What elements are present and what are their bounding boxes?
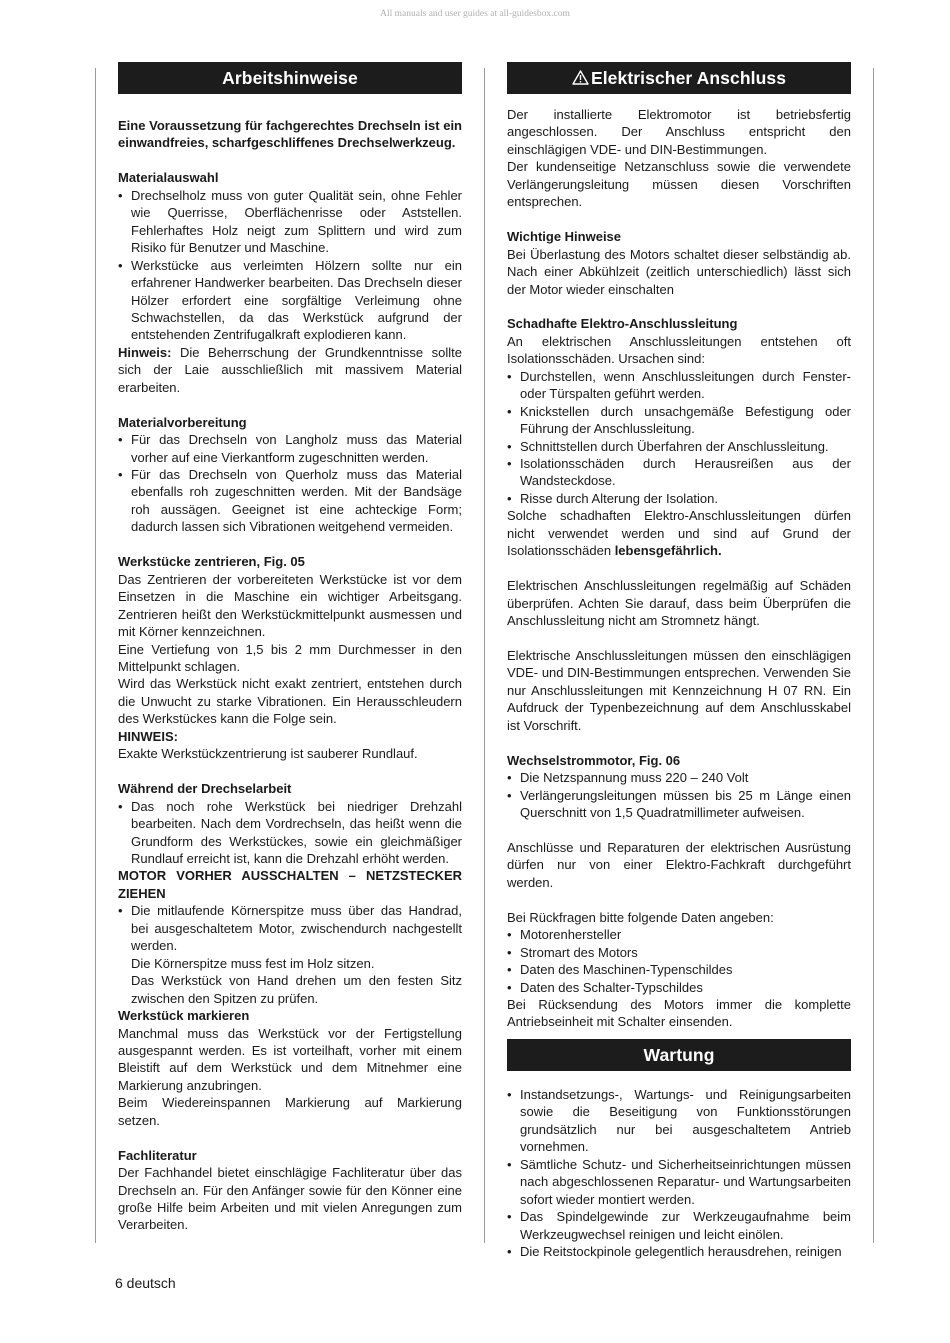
section-materialauswahl — [118, 169, 462, 396]
paragraph: Bei Rücksendung des Motors immer die komplette Antriebseinheit mit Schalter einsenden. — [507, 997, 851, 1030]
heading-elektrischer-anschluss — [507, 62, 851, 94]
list-item: • Daten des Maschinen-Typenschildes — [507, 961, 851, 978]
list-item: • Instandsetzungs-, Wartungs- und Reinigungsarbeiten sowie die Beseitigung von Funktionsstörungen grundsätzlich nur bei ausgeschaltetem Antrieb vornehmen. — [507, 1086, 851, 1156]
bullet-list — [118, 798, 462, 868]
bullet-list — [118, 431, 462, 536]
list-item-text: • Die mitlaufende Körnerspitze muss über das Handrad, bei ausgeschaltetem Motor, zwischendurch nachgestellt werden. — [131, 903, 462, 954]
hinweis-label: Hinweis: — [118, 344, 172, 360]
section-title: Wichtige Hinweise — [507, 229, 622, 245]
section-title: Während der Drechselarbeit — [118, 781, 292, 797]
section-drechselarbeit — [118, 780, 462, 1007]
left-column — [118, 62, 462, 1234]
section-title: Materialauswahl — [118, 170, 219, 186]
section-wichtige-hinweise — [507, 228, 851, 298]
list-item: • Drechselholz muss von guter Qualität sein, ohne Fehler wie Querrisse, Oberflächenrisse oder Aststellen. Fehlerhaftes Holz neigt zum Splittern und wird zum Risiko für Benutzer und Maschine. — [118, 187, 462, 257]
watermark-text: All manuals and user guides at all-guidesbox.com — [380, 9, 570, 19]
list-item: • Daten des Schalter-Typschildes — [507, 979, 851, 996]
paragraph: Elektrischen Anschlussleitungen regelmäßig auf Schäden überprüfen. Achten Sie darauf, dass beim Überprüfen die Anschlussleitung nicht am Stromnetz hängt. — [507, 578, 851, 629]
hinweis-label: HINWEIS: — [118, 728, 178, 744]
section-title: Werkstück markieren — [118, 1008, 250, 1024]
bullet-list — [118, 187, 462, 344]
heading-label: Arbeitshinweise — [222, 68, 358, 88]
list-item: • Schnittstellen durch Überfahren der Anschlussleitung. — [507, 438, 851, 455]
paragraph: Der Fachhandel bietet einschlägige Fachliteratur über das Drechseln an. Für den Anfänger sowie für den Könner eine große Hilfe beim Arbeiten und mit vielen Anregungen zum Verarbeiten. — [118, 1165, 462, 1233]
paragraph — [507, 507, 851, 559]
paragraph: Eine Vertiefung von 1,5 bis 2 mm Durchmesser in den Mittelpunkt schlagen. — [118, 641, 462, 674]
paragraph-text: Solche schadhaften Elektro-Anschlussleitungen dürfen nicht verwendet werden und sind auf Grund der Isolationsschäden — [507, 508, 851, 559]
bullet-list — [507, 368, 851, 508]
paragraph: Der installierte Elektromotor ist betriebsfertig angeschlossen. Der Anschluss entspricht den einschlägigen VDE- und DIN-Bestimmungen. — [507, 107, 851, 157]
list-item: • Knickstellen durch unsachgemäße Befestigung oder Führung der Anschlussleitung. — [507, 403, 851, 438]
heading-label: Wartung — [643, 1044, 715, 1065]
list-item: • Sämtliche Schutz- und Sicherheitseinrichtungen müssen nach abgeschlossenen Reparatur- und Wartungsarbeiten sofort wieder montiert werden. — [507, 1156, 851, 1208]
warning-triangle-icon — [572, 62, 589, 94]
section-wechselstrommotor — [507, 752, 851, 1031]
paragraph: An elektrischen Anschlussleitungen entstehen oft Isolationsschäden. Ursachen sind: — [507, 333, 851, 367]
bullet-list — [507, 926, 851, 996]
list-item — [118, 902, 462, 1007]
paragraph: Beim Wiedereinspannen Markierung auf Markierung setzen. — [118, 1095, 462, 1128]
emphasis-text: lebensgefährlich. — [614, 543, 722, 559]
bullet-list — [507, 769, 851, 821]
section-schadhafte-leitung — [507, 315, 851, 734]
section-title: Materialvorbereitung — [118, 414, 247, 430]
section-title: Schadhafte Elektro-Anschlussleitung — [507, 316, 738, 332]
list-item: • Das noch rohe Werkstück bei niedriger Drehzahl bearbeiten. Nach dem Vordrechseln, das heißt wenn die Grundform des Werkstückes, sowie ein gleichmäßiger Rundlauf erreicht ist, kann die Drehzahl erhöht werden. — [118, 798, 462, 868]
section-markieren — [118, 1007, 462, 1129]
page-number: 6 deutsch — [115, 1275, 176, 1291]
paragraph: Bei Rückfragen bitte folgende Daten angeben: — [507, 909, 774, 925]
list-item: • Werkstücke aus verleimten Hölzern sollte nur ein erfahrener Handwerker bearbeiten. Das Drechseln dieser Hölzer erfordert eine sorgfältige Verleimung ohne Schwachstellen, da das Werkstück aufgrund der entstehenden Zentrifugalkraft explodieren kann. — [118, 257, 462, 344]
heading-wartung — [507, 1039, 851, 1071]
paragraph: Wird das Werkstück nicht exakt zentriert, entstehen durch die Unwucht zu starke Vibrationen. Ein Herausschleudern des Werkstückes kann die Folge sein. — [118, 676, 462, 727]
list-item: • Durchstellen, wenn Anschlussleitungen durch Fenster- oder Türspalten geführt werden. — [507, 368, 851, 403]
section-title: Werkstücke zentrieren, Fig. 05 — [118, 554, 305, 570]
section-title: Fachliteratur — [118, 1147, 197, 1163]
heading-label: Elektrischer Anschluss — [590, 68, 787, 88]
paragraph: Der kundenseitige Netzanschluss sowie die verwendete Verlängerungsleitung müssen diesen Vorschriften entsprechen. — [507, 159, 851, 210]
intro-text: Eine Voraussetzung für fachgerechtes Drechseln ist ein einwandfreies, scharfgeschliffenes Drechselwerkzeug. — [118, 118, 462, 151]
list-item: • Das Spindelgewinde zur Werkzeugaufnahme beim Werkzeugwechsel reinigen und leicht einölen. — [507, 1208, 851, 1243]
list-item: • Motorenhersteller — [507, 926, 851, 943]
paragraph: Elektrische Anschlussleitungen müssen den einschlägigen VDE- und DIN-Bestimmungen entsprechen. Verwenden Sie nur Anschlussleitungen mit Kennzeichnung H 07 RN. Ein Aufdruck der Typenbezeichnung auf dem Anschlusskabel ist Vorschrift. — [507, 647, 851, 733]
paragraph: Bei Überlastung des Motors schaltet dieser selbständig ab. Nach einer Abkühlzeit (zeitlich unterschiedlich) lässt sich der Motor wieder einschalten — [507, 246, 851, 297]
section-zentrieren — [118, 553, 462, 762]
paragraph: Anschlüsse und Reparaturen der elektrischen Ausrüstung dürfen nur von einer Elektro-Fachkraft durchgeführt werden. — [507, 839, 851, 890]
hinweis-paragraph — [118, 344, 462, 396]
bullet-list — [507, 1086, 851, 1261]
motor-warning: MOTOR VORHER AUSSCHALTEN – NETZSTECKER ZIEHEN — [118, 868, 462, 901]
hinweis-text: Exakte Werkstückzentrierung ist sauberer Rundlauf. — [118, 746, 418, 762]
section-fachliteratur — [118, 1147, 462, 1234]
hinweis-text: Die Beherrschung der Grundkenntnisse sollte sich der Laie ausschließlich mit massivem Material erarbeiten. — [118, 344, 462, 395]
list-item: • Die Netzspannung muss 220 – 240 Volt — [507, 769, 851, 786]
list-item: • Verlängerungsleitungen müssen bis 25 m Länge einen Querschnitt von 1,5 Quadratmillimeter aufweisen. — [507, 787, 851, 822]
list-item: • Risse durch Alterung der Isolation. — [507, 490, 851, 507]
list-item: • Für das Drechseln von Langholz muss das Material vorher auf eine Vierkantform zugeschnitten werden. — [118, 431, 462, 466]
paragraph: Manchmal muss das Werkstück vor der Fertigstellung ausgespannt werden. Es ist vorteilhaft, vorher mit einem Bleistift auf dem Werkstück und dem Mitnehmer eine Markierung anzubringen. — [118, 1025, 462, 1093]
list-item: • Die Reitstockpinole gelegentlich herausdrehen, reinigen — [507, 1243, 851, 1260]
bullet-list — [118, 902, 462, 1007]
list-item: • Isolationsschäden durch Herausreißen aus der Wandsteckdose. — [507, 455, 851, 490]
section-materialvorbereitung — [118, 414, 462, 536]
right-column — [507, 62, 851, 1260]
heading-arbeitshinweise — [118, 62, 462, 94]
list-item: • Für das Drechseln von Querholz muss das Material ebenfalls roh zugeschnitten werden. Mit der Bandsäge roh aussägen. Geeignet ist eine achteckige Form; dadurch lassen sich Vibrationen weitgehend vermeiden. — [118, 466, 462, 536]
center-divider-rule — [484, 68, 485, 1243]
paragraph: Das Zentrieren der vorbereiteten Werkstücke ist vor dem Einsetzen in die Maschine ein wichtiger Arbeitsgang. Zentrieren heißt den Werkstückmittelpunkt ausmessen und mit Körner kennzeichnen. — [118, 571, 462, 640]
list-item-text: Das Werkstück von Hand drehen um den festen Sitz zwischen den Spitzen zu prüfen. — [131, 973, 462, 1006]
section-title: Wechselstrommotor, Fig. 06 — [507, 752, 681, 768]
right-margin-rule — [873, 68, 874, 1243]
list-item: • Stromart des Motors — [507, 944, 851, 961]
left-margin-rule — [95, 68, 96, 1243]
list-item-text: Die Körnerspitze muss fest im Holz sitzen. — [131, 955, 375, 971]
